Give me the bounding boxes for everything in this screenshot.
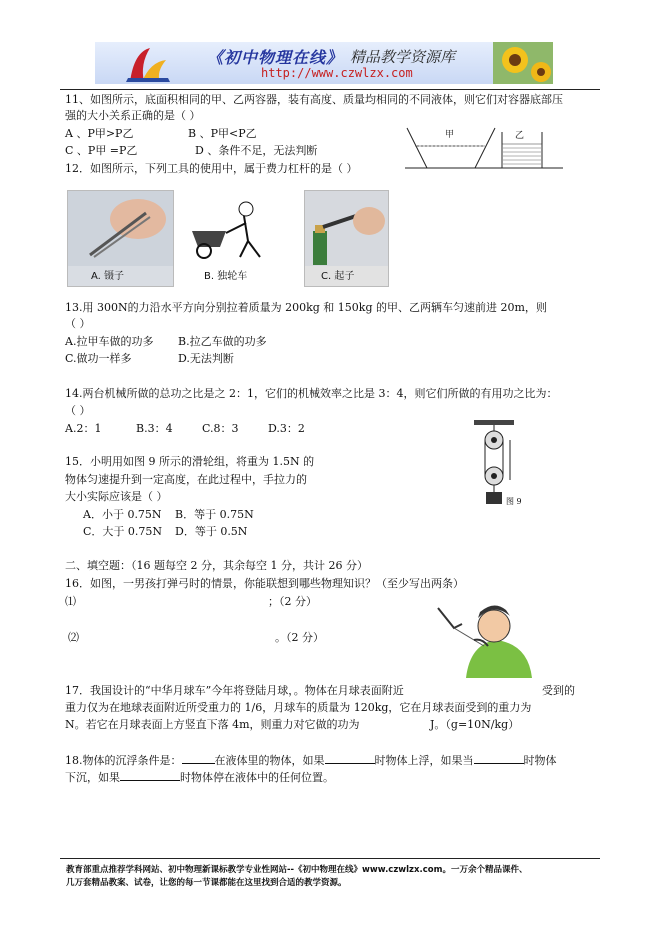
header-banner: [95, 42, 553, 84]
q18-blank-2[interactable]: [325, 752, 375, 764]
q18-line1-part3: 时物体上浮，如果当: [374, 754, 474, 767]
q18-line2-part1: 下沉，如果: [65, 771, 120, 784]
q14-option-a: A.2：1: [65, 422, 102, 435]
q11-option-c: C 、P甲 =P乙: [65, 144, 138, 157]
wheelbarrow-icon: [186, 191, 291, 266]
site-logo-icon: [120, 42, 180, 84]
q13-stem-line1: 13.用 300N的力沿水平方向分别拉着质量为 200kg 和 150kg 的甲、乙两辆车匀速前进 20m，则: [65, 301, 547, 314]
q13-option-b: B.拉乙车做的功多: [178, 335, 267, 348]
q14-option-c: C.8：3: [202, 422, 239, 435]
q14-option-d: D.3：2: [268, 422, 305, 435]
q12-caption-c: C. 起子: [321, 271, 355, 282]
q16-slingshot-boy-figure: [436, 600, 536, 678]
q18-blank-4[interactable]: [120, 769, 180, 781]
q18-line1-part4: 时物体: [523, 754, 557, 767]
q18-line2: [65, 769, 334, 785]
section-2-heading: 二、填空题：（16 题每空 2 分，其余每空 1 分，共计 26 分）: [65, 559, 368, 572]
q12-bottle-opener-photo: [304, 190, 389, 287]
q15-figure-label: 图 9: [506, 497, 522, 506]
q15-pulley-figure: [470, 418, 530, 513]
q16-item1-number: ⑴: [65, 595, 76, 608]
q16-item2-number: ⑵: [68, 631, 79, 644]
q18-line1-part2: 在液体里的物体，如果: [214, 754, 325, 767]
q14-stem-line1: 14.两台机械所做的总功之比是之 2：1，它们的机械效率之比是 3：4，则它们所做的有用功之比为：: [65, 387, 558, 400]
banner-subtitle: 精品教学资源库: [350, 48, 456, 66]
q18-blank-3[interactable]: [474, 752, 524, 764]
bottle-opener-icon: [305, 191, 388, 266]
banner-url[interactable]: http://www.czwlzx.com: [261, 66, 413, 80]
q18-line1-part1: 18.物体的沉浮条件是：: [65, 754, 182, 767]
q11-label-yi: 乙: [515, 131, 525, 141]
q12-wheelbarrow-photo: [185, 190, 292, 287]
q15-option-b: B．等于 0.75N: [175, 508, 254, 521]
q17-line3-start: N。若它在月球表面上方竖直下落 4m，则重力对它做的功为: [65, 718, 360, 731]
q15-stem-line3: 大小实际应该是（ ）: [65, 490, 168, 503]
q15-option-a: A．小于 0.75N: [83, 508, 162, 521]
q15-option-c: C．大于 0.75N: [83, 525, 163, 538]
q16-item2-tail: 。（2 分）: [275, 631, 324, 644]
q11-option-d: D 、条件不足，无法判断: [195, 144, 318, 157]
header-rule: [60, 89, 600, 90]
q11-label-jia: 甲: [445, 130, 455, 140]
banner-title: 《初中物理在线》: [207, 48, 344, 67]
footer-line2: 几万套精品教案、试卷，让您的每一节课都能在这里找到合适的教学资源。: [66, 878, 347, 888]
q12-caption-b: B. 独轮车: [204, 271, 248, 282]
q15-stem-line1: 15．小明用如图 9 所示的滑轮组，将重为 1.5N 的: [65, 455, 315, 468]
q18-line2-part2: 时物体停在液体中的任何位置。: [180, 771, 334, 784]
q13-option-c: C.做功一样多: [65, 352, 132, 365]
q13-option-a: A.拉甲车做的功多: [65, 335, 154, 348]
q15-option-d: D．等于 0.5N: [175, 525, 248, 538]
q11-stem-line2: 强的大小关系正确的是（ ）: [65, 109, 201, 122]
q11-option-b: B 、P甲<P乙: [188, 127, 257, 140]
q18-line1: [65, 752, 557, 768]
q13-stem-line2: （ ）: [65, 317, 91, 330]
q13-option-d: D.无法判断: [178, 352, 234, 365]
q17-line2: 重力仅为在地球表面附近所受重力的 1/6，月球车的质量为 120kg，它在月球表面受到的重力为: [65, 701, 532, 714]
tweezers-icon: [68, 191, 173, 266]
q17-line1-start: 17．我国设计的“中华月球车”今年将登陆月球，。物体在月球表面附近: [65, 684, 404, 697]
q17-line1-end: 受到的: [542, 684, 575, 697]
q17-line3-end: J。（g=10N/kg）: [430, 718, 520, 731]
q12-caption-a: A. 镊子: [91, 271, 125, 282]
q16-item1-tail: ；（2 分）: [268, 595, 317, 608]
q14-option-b: B.3：4: [136, 422, 173, 435]
q11-option-a: A 、P甲>P乙: [65, 127, 134, 140]
footer-line1: 教育部重点推荐学科网站、初中物理新课标教学专业性网站--《初中物理在线》www.czwlzx.com。一万余个精品课件、: [66, 865, 528, 875]
q18-blank-1[interactable]: [182, 752, 215, 764]
q11-stem-line1: 11、如图所示，底面积相同的甲、乙两容器，装有高度、质量均相同的不同液体，则它们对容器底部压: [65, 93, 563, 106]
q11-containers-figure: [405, 124, 565, 174]
q12-stem: 12．如图所示，下列工具的使用中，属于费力杠杆的是（ ）: [65, 162, 358, 175]
q14-stem-line2: （ ）: [65, 404, 91, 417]
q15-stem-line2: 物体匀速提升到一定高度，在此过程中，手拉力的: [65, 473, 307, 486]
q12-tweezers-photo: [67, 190, 174, 287]
footer-rule: [60, 858, 600, 859]
q16-stem: 16．如图，一男孩打弹弓时的情景，你能联想到哪些物理知识？（至少写出两条）: [65, 577, 464, 590]
sunflower-icon: [493, 42, 553, 84]
